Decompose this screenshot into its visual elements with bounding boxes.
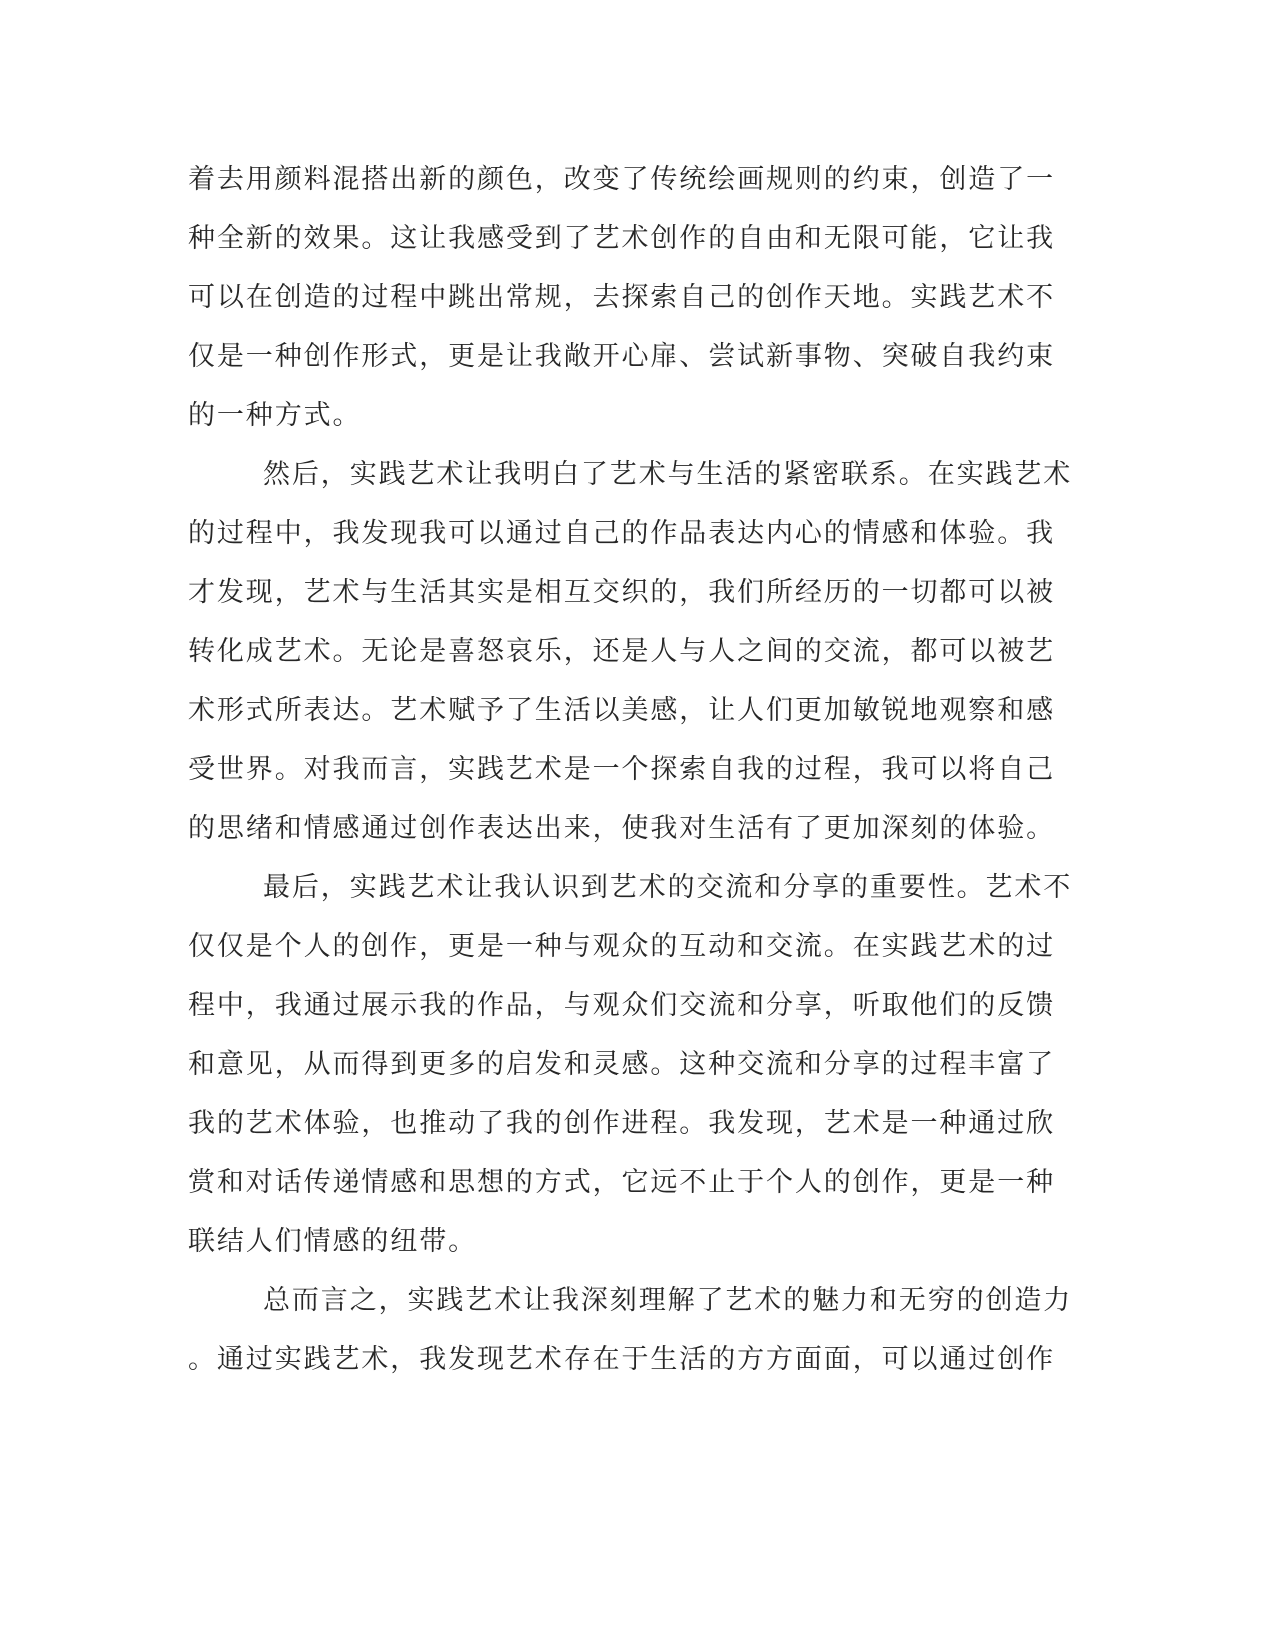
text-line: 仅是一种创作形式，更是让我敞开心扉、尝试新事物、突破自我约束 bbox=[188, 341, 1055, 372]
text-line: 赏和对话传递情感和思想的方式，它远不止于个人的创作，更是一种 bbox=[188, 1167, 1055, 1198]
text-line: 种全新的效果。这让我感受到了艺术创作的自由和无限可能，它让我 bbox=[188, 223, 1055, 254]
text-line: 的思绪和情感通过创作表达出来，使我对生活有了更加深刻的体验。 bbox=[188, 813, 1055, 844]
text-line: 仅仅是个人的创作，更是一种与观众的互动和交流。在实践艺术的过 bbox=[188, 931, 1055, 962]
paragraph-first-line: 总而言之，实践艺术让我深刻理解了艺术的魅力和无穷的创造力 bbox=[263, 1285, 1073, 1316]
paragraph-first-line: 然后，实践艺术让我明白了艺术与生活的紧密联系。在实践艺术 bbox=[263, 459, 1073, 490]
text-line: 联结人们情感的纽带。 bbox=[188, 1226, 477, 1257]
text-line: 可以在创造的过程中跳出常规，去探索自己的创作天地。实践艺术不 bbox=[188, 282, 1055, 313]
text-line: 转化成艺术。无论是喜怒哀乐，还是人与人之间的交流，都可以被艺 bbox=[188, 636, 1055, 667]
text-line: 着去用颜料混搭出新的颜色，改变了传统绘画规则的约束，创造了一 bbox=[188, 164, 1055, 195]
text-line: 术形式所表达。艺术赋予了生活以美感，让人们更加敏锐地观察和感 bbox=[188, 695, 1055, 726]
text-line: 程中，我通过展示我的作品，与观众们交流和分享，听取他们的反馈 bbox=[188, 990, 1055, 1021]
text-line: 和意见，从而得到更多的启发和灵感。这种交流和分享的过程丰富了 bbox=[188, 1049, 1055, 1080]
text-line: 受世界。对我而言，实践艺术是一个探索自我的过程，我可以将自己 bbox=[188, 754, 1055, 785]
text-line: 我的艺术体验，也推动了我的创作进程。我发现，艺术是一种通过欣 bbox=[188, 1108, 1055, 1139]
text-line: 才发现，艺术与生活其实是相互交织的，我们所经历的一切都可以被 bbox=[188, 577, 1055, 608]
paragraph-first-line: 最后，实践艺术让我认识到艺术的交流和分享的重要性。艺术不 bbox=[263, 872, 1073, 903]
text-line: 。通过实践艺术，我发现艺术存在于生活的方方面面，可以通过创作 bbox=[188, 1344, 1055, 1375]
text-line: 的一种方式。 bbox=[188, 400, 362, 431]
text-line: 的过程中，我发现我可以通过自己的作品表达内心的情感和体验。我 bbox=[188, 518, 1055, 549]
